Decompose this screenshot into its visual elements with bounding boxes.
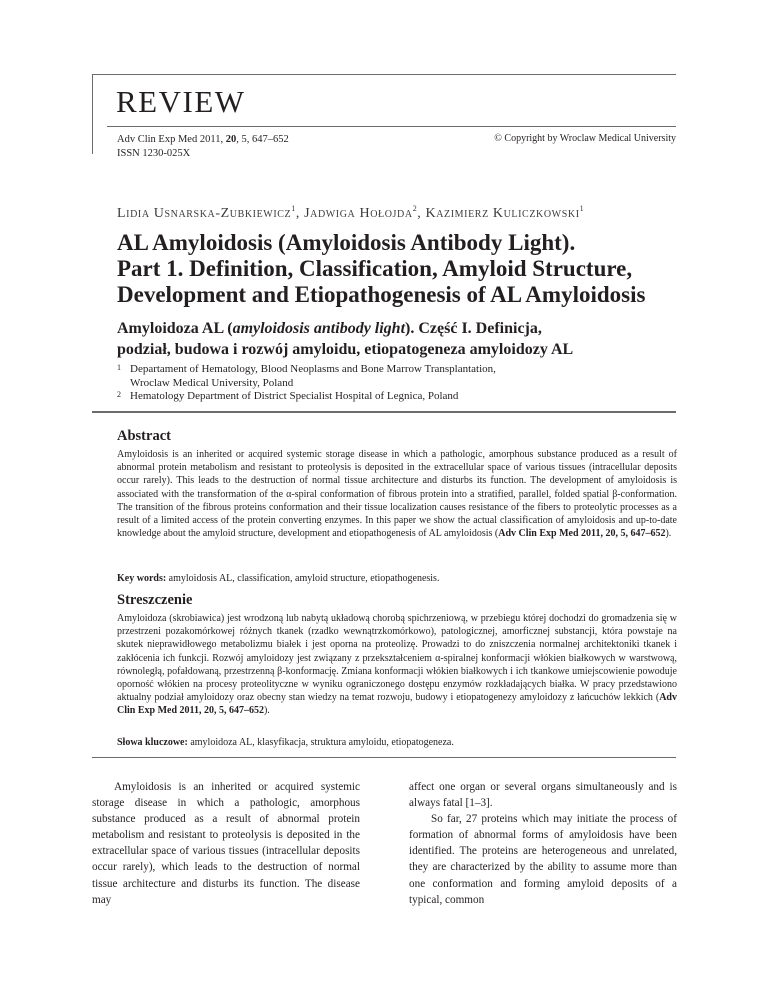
body-paragraph: Amyloidosis is an inherited or acquired systemic storage disease in which a pathologic, amorphous substance produced as a result of abnormal protein metabolism and resistant to proteolysis is deposited in the extracellular space of various tissues (intracellular deposits occur rarely), which leads to the destruction of normal tissue architecture and disturbs its function. The disease may [92, 781, 360, 906]
citation-line: Adv Clin Exp Med 2011, 20, 5, 647–652 [117, 134, 289, 145]
journal-reference [117, 133, 289, 161]
issn: ISSN 1230-025X [117, 148, 191, 159]
keywords: Key words: amyloidosis AL, classification, amyloid structure, etiopathogenesis. [117, 573, 440, 584]
affiliation-item: 1 Departament of Hematology, Blood Neoplasms and Bone Marrow Transplantation, Wroclaw Medical University, Poland [117, 363, 496, 389]
section-divider [92, 757, 676, 758]
body-paragraph: So far, 27 proteins which may initiate the process of formation of abnormal forms of amyloidosis have been identified. The proteins are heterogeneous and unrelated, they are characterized by the ability to assume more than one conformation and forming amyloid deposits of a typical, common [409, 813, 677, 906]
body-column-left [92, 779, 360, 908]
volume-number: 20 [225, 134, 237, 145]
article-title-polish: Amyloidoza AL (amyloidosis antibody light). Część I. Definicja, podział, budowa i rozwój amyloidu, etiopatogeneza amyloidozy AL [117, 320, 574, 358]
body-column-right [409, 779, 677, 908]
section-label: REVIEW [116, 84, 246, 119]
streszczenie-citation: Adv Clin Exp Med 2011, 20, 5, 647–652 [117, 692, 677, 717]
body-paragraph: affect one organ or several organs simultaneously and is always fatal [1–3]. [409, 781, 677, 810]
slowa-kluczowe: Słowa kluczowe: amyloidoza AL, klasyfikacja, struktura amyloidu, etiopatogeneza. [117, 737, 454, 748]
affiliation-marker: 1 [579, 204, 585, 213]
author-name: Kazimierz Kuliczkowski [425, 206, 580, 221]
affiliation-marker: 1 [291, 204, 296, 213]
header-divider [107, 126, 676, 127]
affiliation-marker: 2 [412, 204, 418, 213]
copyright-notice: © Copyright by Wroclaw Medical University [494, 133, 676, 144]
abstract-heading: Abstract [117, 428, 171, 444]
affiliations [117, 363, 677, 404]
streszczenie-text: Amyloidoza (skrobiawica) jest wrodzoną lub nabytą układową chorobą spichrzeniową, w przebiegu której dochodzi do gromadzenia się w przestrzeni pozakomórkowej różnych tkanek (rzadko wewnątrzkomórkowo), patologicznej, amorficznej substancji, która powstaje na skutek nieprawidłowego metabolizmu białek i jest oporna na proteolizę. Prowadzi to do zniszczenia normalnej architektoniki tkanek i zakłócenia ich funkcji. Rozwój amyloidozy jest związany z przekształceniem α-spiralnej konformacji włókien białkowych w warstwową, równoległą, pofałdowaną, przestrzenną β-konformację. Zmiana konformacji włókien białkowych i ich tkankowe umiejscowienie powoduje oporność włókien na procesy proteolityczne w wyniku ograniczonego dostępu enzymów rozkładających białka. W pracy przedstawiono aktualny podział amyloidozy oraz obecny stan wiedzy na temat rozwoju, budowy i etiopatogenezy amyloidozy z łańcuchów lekkich (Adv Clin Exp Med 2011, 20, 5, 647–652). [117, 613, 677, 717]
abstract-citation: Adv Clin Exp Med 2011, 20, 5, 647–652 [498, 528, 666, 540]
article-title-english: AL Amyloidosis (Amyloidosis Antibody Light). Part 1. Definition, Classification, Amyloid Structure, Development and Etiopathogenesis of AL Amyloidosis [117, 230, 646, 307]
affiliation-item: 2 Hematology Department of District Specialist Hospital of Legnica, Poland [117, 390, 459, 402]
author-name: Lidia Usnarska-Zubkiewicz [117, 206, 292, 221]
author-name: Jadwiga Hołojda [304, 206, 413, 221]
section-divider [92, 411, 676, 413]
author-list: Lidia Usnarska-Zubkiewicz$^1$, Jadwiga Hołojda$^2$, Kazimierz Kuliczkowski$^1$ [117, 204, 585, 221]
abstract-text: Amyloidosis is an inherited or acquired systemic storage disease in which a pathologic, amorphous substance produced as a result of abnormal protein metabolism and resistant to proteolysis is deposited in the extracellular space of various tissues (intracellular deposits occur rarely). This leads to the destruction of normal tissue architecture and disturbs its function. The development of amyloidosis is associated with the transformation of the α-spiral conformation of fibrous protein into a stratified, parallel, folded spatial β-conformation. The transition of the fibrous proteins conformation and their tissue localization causes resistance of the fibers to proteolytic processes as a result of a limited access of the protein converting enzymes. In this paper we show the actual classification of amyloidosis and up-to-date knowledge about the amyloid structure, development and etiopathogenesis of AL amyloidosis (Adv Clin Exp Med 2011, 20, 5, 647–652). [117, 449, 677, 540]
streszczenie-heading: Streszczenie [117, 592, 193, 608]
